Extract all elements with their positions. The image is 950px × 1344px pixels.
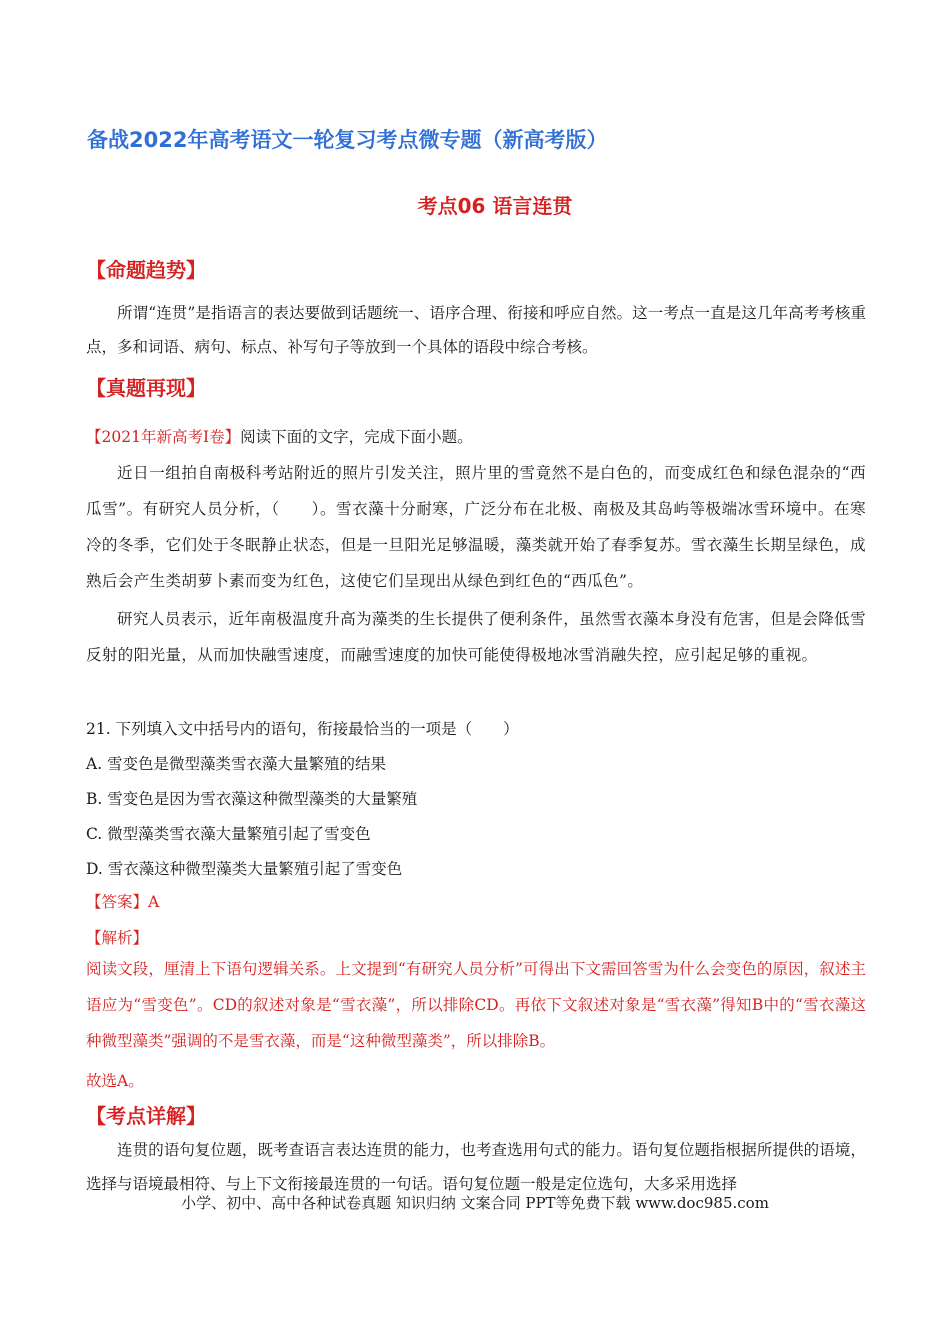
option-d: D. 雪衣藻这种微型藻类大量繁殖引起了雪变色	[86, 860, 403, 878]
trend-heading: 【命题趋势】	[86, 258, 206, 282]
answer-tag: 【答案】	[86, 893, 149, 911]
exam-instruction: 阅读下面的文字，完成下面小题。	[240, 428, 473, 446]
question-stem: 21. 下列填入文中括号内的语句，衔接最恰当的一项是（ ）	[86, 720, 519, 738]
analysis-conclusion: 故选A。	[86, 1072, 144, 1090]
passage-paragraph-2: 研究人员表示，近年南极温度升高为藻类的生长提供了便利条件，虽然雪衣藻本身没有危害，但是会降低雪反射的阳光量，从而加快融雪速度，而融雪速度的加快可能使得极地冰雪消融失控，应引起足够的重视。	[86, 610, 866, 664]
answer-line	[86, 890, 159, 912]
option-b: B. 雪变色是因为雪衣藻这种微型藻类的大量繁殖	[86, 790, 418, 808]
trend-paragraph: 所谓“连贯”是指语言的表达要做到话题统一、语序合理、衔接和呼应自然。这一考点一直是这几年高考考核重点，多和词语、病句、标点、补写句子等放到一个具体的语段中综合考核。	[86, 304, 866, 356]
option-a: A. 雪变色是微型藻类雪衣藻大量繁殖的结果	[86, 755, 387, 773]
answer-value: A	[148, 893, 160, 911]
document-title: 备战2022年高考语文一轮复习考点微专题（新高考版）	[87, 128, 608, 152]
point-title: 考点06 语言连贯	[417, 194, 573, 218]
analysis-text: 阅读文段，厘清上下语句逻辑关系。上文提到“有研究人员分析”可得出下文需回答雪为什么会变色的原因，叙述主语应为“雪变色”。CD的叙述对象是“雪衣藻”，所以排除CD。再依下文叙述对象是“雪衣藻”得知B中的“雪衣藻这种微型藻类”强调的不是雪衣藻，而是“这种微型藻类”，所以排除B。	[86, 960, 866, 1050]
page-footer: 小学、初中、高中各种试卷真题 知识归纳 文案合同 PPT等免费下载 www.doc985.com	[181, 1194, 769, 1212]
exam-intro-line	[86, 420, 866, 454]
detail-heading: 【考点详解】	[86, 1104, 206, 1128]
analysis-tag: 【解析】	[86, 929, 149, 947]
passage-paragraph-1: 近日一组拍自南极科考站附近的照片引发关注，照片里的雪竟然不是白色的，而变成红色和绿色混杂的“西瓜雪”。有研究人员分析，（ ）。雪衣藻十分耐寒，广泛分布在北极、南极及其岛屿等极端冰雪环境中。在寒冷的冬季，它们处于冬眠静止状态，但是一旦阳光足够温暖，藻类就开始了春季复苏。雪衣藻生长期呈绿色，成熟后会产生类胡萝卜素而变为红色，这使它们呈现出从绿色到红色的“西瓜色”。	[86, 464, 866, 590]
detail-paragraph: 连贯的语句复位题，既考查语言表达连贯的能力，也考查选用句式的能力。语句复位题指根据所提供的语境，选择与语境最相符、与上下文衔接最连贯的一句话。语句复位题一般是定位选句，大多采用选择	[86, 1141, 866, 1193]
exam-source-tag: 【2021年新高考Ⅰ卷】	[86, 428, 241, 446]
option-c: C. 微型藻类雪衣藻大量繁殖引起了雪变色	[86, 825, 371, 843]
real-exam-heading: 【真题再现】	[86, 376, 206, 400]
